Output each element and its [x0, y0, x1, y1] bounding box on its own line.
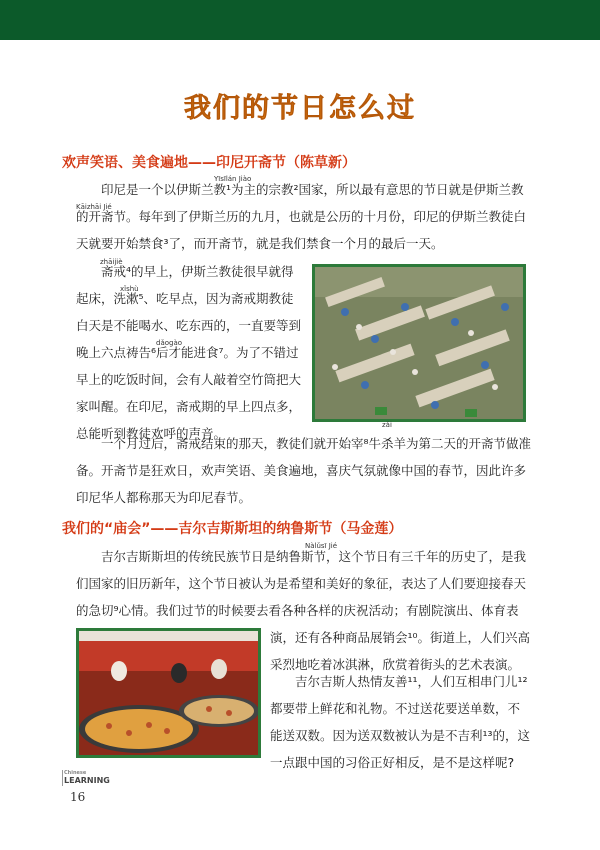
top-banner	[0, 0, 600, 40]
section2-paragraph3	[270, 668, 550, 776]
text-line: 都要带上鲜花和礼物。不过送花要送单数，不	[270, 701, 521, 716]
festival-crowd-illustration	[315, 267, 523, 419]
text-line: 演，还有各种商品展销会¹⁰。街道上，人们兴高	[270, 630, 531, 645]
section1-paragraph1	[76, 176, 546, 257]
section2-paragraph1	[76, 543, 546, 624]
text-line: 家叫醒。在印尼，斋戒期的早上四点多，	[76, 399, 302, 414]
ruby-yisilanjiao: Yīsīlán Jiào	[214, 175, 252, 183]
logo-text: LEARNING	[64, 776, 110, 785]
text-line: 能送双数。因为送双数被认为是不吉利¹³的，这	[270, 728, 531, 743]
ruby-nalusijie: Nàlǔsī Jié	[305, 542, 338, 550]
text-line: 白天是不能喝水、吃东西的，一直要等到	[76, 318, 302, 333]
footer-divider	[62, 770, 63, 786]
text-line: 总能听到教徒欢呼的声音。	[76, 426, 227, 441]
section1-paragraph3	[76, 430, 546, 511]
ruby-zai: zǎi	[382, 421, 392, 429]
text-line: 一个月过后，斋戒结束的那天，教徒们就开始宰⁸牛杀羊为第二天的开斋节做准	[101, 436, 532, 451]
text-line: 斋戒⁴的早上，伊斯兰教徒很早就得	[101, 264, 294, 279]
ruby-kaizhaijie: Kāizhāi Jié	[76, 203, 112, 211]
text-line: 一点跟中国的习俗正好相反，是不是这样呢?	[270, 755, 515, 770]
text-line: 晚上六点祷告⁶后才能进食⁷。为了不错过	[76, 345, 299, 360]
section2-heading: 我们的“庙会”——吉尔吉斯斯坦的纳鲁斯节（马金莲）	[62, 521, 403, 537]
page-title: 我们的节日怎么过	[184, 93, 416, 124]
ruby-daogao: dǎogào	[156, 339, 183, 347]
street-food-illustration	[79, 631, 258, 755]
festival-crowd-photo	[312, 264, 526, 422]
section1-heading: 欢声笑语、美食遍地——印尼开斋节（陈草新）	[62, 155, 356, 171]
street-food-photo	[76, 628, 261, 758]
text-line: 吉尔吉斯人热情友善¹¹，人们互相串门儿¹²	[295, 674, 528, 689]
text-line: 采烈地吃着冰淇淋，欣赏着街头的艺术表演。	[270, 657, 521, 672]
section1-paragraph2	[76, 258, 308, 447]
text-line: 的急切⁹心情。我们过节的时候要去看各种各样的庆祝活动；有剧院演出、体育表	[76, 603, 519, 618]
page-number: 16	[70, 790, 86, 804]
text-line: 吉尔吉斯斯坦的传统民族节日是纳鲁斯节，这个节日有三千年的历史了，是我	[101, 549, 527, 564]
text-line: 们国家的旧历新年，这个节日被认为是希望和美好的象征，表达了人们要迎接春天	[76, 576, 527, 591]
text-line: 起床，洗漱⁵、吃早点，因为斋戒期教徒	[76, 291, 294, 306]
logo-small-text: Chinese	[64, 770, 87, 776]
text-line: 早上的吃饭时间，会有人敲着空竹筒把大	[76, 372, 302, 387]
magazine-logo	[64, 770, 110, 785]
ruby-zhaijie: zhāijiè	[100, 258, 123, 266]
text-line: 印尼华人都称那天为印尼春节。	[76, 490, 252, 505]
ruby-xishu: xǐshù	[120, 285, 139, 293]
text-line: 的开斋节。每年到了伊斯兰历的九月，也就是公历的十月份，印尼的伊斯兰教徒白	[76, 209, 527, 224]
text-line: 备。开斋节是狂欢日，欢声笑语、美食遍地，喜庆气氛就像中国的春节，因此许多	[76, 463, 527, 478]
text-line: 天就要开始禁食³了，而开斋节，就是我们禁食一个月的最后一天。	[76, 236, 444, 251]
text-line: 印尼是一个以伊斯兰教¹为主的宗教²国家，所以最有意思的节日就是伊斯兰教	[101, 182, 524, 197]
